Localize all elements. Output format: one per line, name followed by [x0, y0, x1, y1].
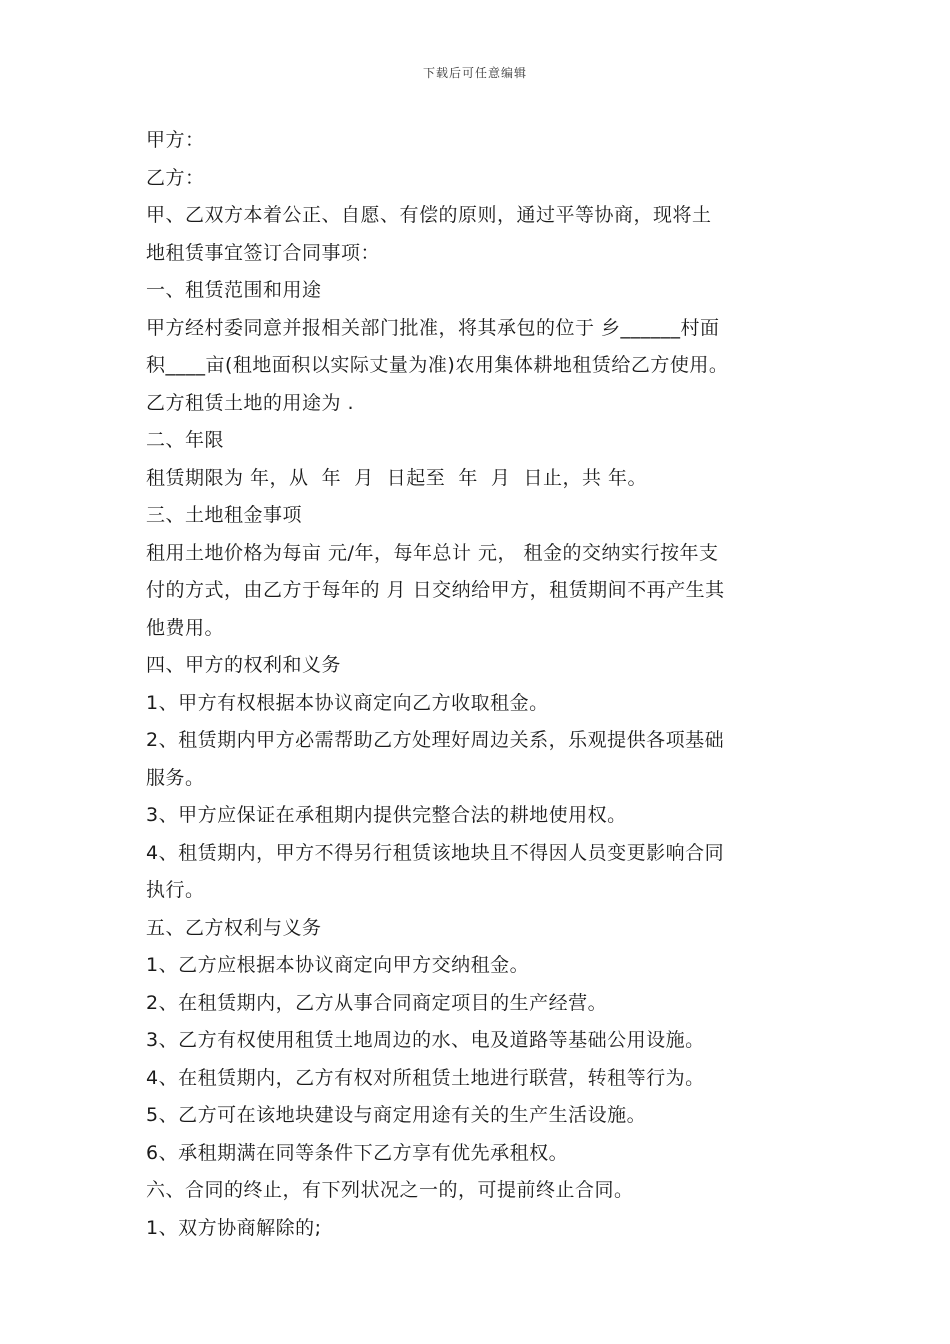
list-item: 4、在租赁期内，乙方有权对所租赁土地进行联营，转租等行为。 [146, 1066, 705, 1089]
list-item: 服务。 [146, 766, 205, 789]
list-item: 2、在租赁期内，乙方从事合同商定项目的生产经营。 [146, 991, 608, 1014]
list-item: 1、乙方应根据本协议商定向甲方交纳租金。 [146, 954, 530, 976]
list-item: 1、甲方有权根据本协议商定向乙方收取租金。 [146, 691, 549, 714]
list-item: 3、甲方应保证在承租期内提供完整合法的耕地使用权。 [146, 804, 627, 826]
paragraph-line: 付的方式，由乙方于每年的 月 日交纳给甲方，租赁期间不再产生其 [146, 579, 725, 601]
section-heading-4: 四、甲方的权利和义务 [146, 654, 342, 676]
document-body [146, 122, 816, 1247]
section-heading-3: 三、土地租金事项 [146, 504, 303, 526]
list-item: 1、双方协商解除的; [146, 1216, 322, 1239]
section-heading-5: 五、乙方权利与义务 [146, 916, 322, 939]
paragraph-line: 乙方租赁土地的用途为 . [146, 391, 355, 414]
section-heading-6: 六、合同的终止，有下列状况之一的，可提前终止合同。 [146, 1179, 634, 1201]
list-item: 4、租赁期内，甲方不得另行租赁该地块且不得因人员变更影响合同 [146, 841, 725, 864]
list-item: 执行。 [146, 879, 205, 901]
line-party-b: 乙方： [146, 166, 205, 189]
section-heading-1: 一、租赁范围和用途 [146, 279, 322, 301]
paragraph-line: 积____亩(租地面积以实际丈量为准)农用集体耕地租赁给乙方使用。 [146, 354, 729, 376]
list-item: 5、乙方可在该地块建设与商定用途有关的生产生活设施。 [146, 1104, 647, 1126]
page-header: 下载后可任意编辑 [422, 66, 527, 80]
section-heading-2: 二、年限 [146, 429, 225, 451]
paragraph-line: 甲方经村委同意并报相关部门批准，将其承包的位于 乡______村面 [146, 316, 720, 339]
list-item: 3、乙方有权使用租赁土地周边的水、电及道路等基础公用设施。 [146, 1029, 705, 1051]
line-party-a: 甲方： [146, 129, 205, 151]
list-item: 6、承租期满在同等条件下乙方享有优先承租权。 [146, 1141, 569, 1164]
list-item: 2、租赁期内甲方必需帮助乙方处理好周边关系，乐观提供各项基础 [146, 729, 725, 751]
paragraph-line: 租赁期限为 年，从 年 月 日起至 年 月 日止，共 年。 [146, 466, 648, 489]
line-intro-cont: 地租赁事宜签订合同事项： [146, 241, 381, 264]
line-intro: 甲、乙双方本着公正、自愿、有偿的原则，通过平等协商，现将土 [146, 204, 712, 226]
paragraph-line: 租用土地价格为每亩 元/年，每年总计 元， 租金的交纳实行按年支 [146, 541, 719, 564]
paragraph-line: 他费用。 [146, 616, 225, 639]
